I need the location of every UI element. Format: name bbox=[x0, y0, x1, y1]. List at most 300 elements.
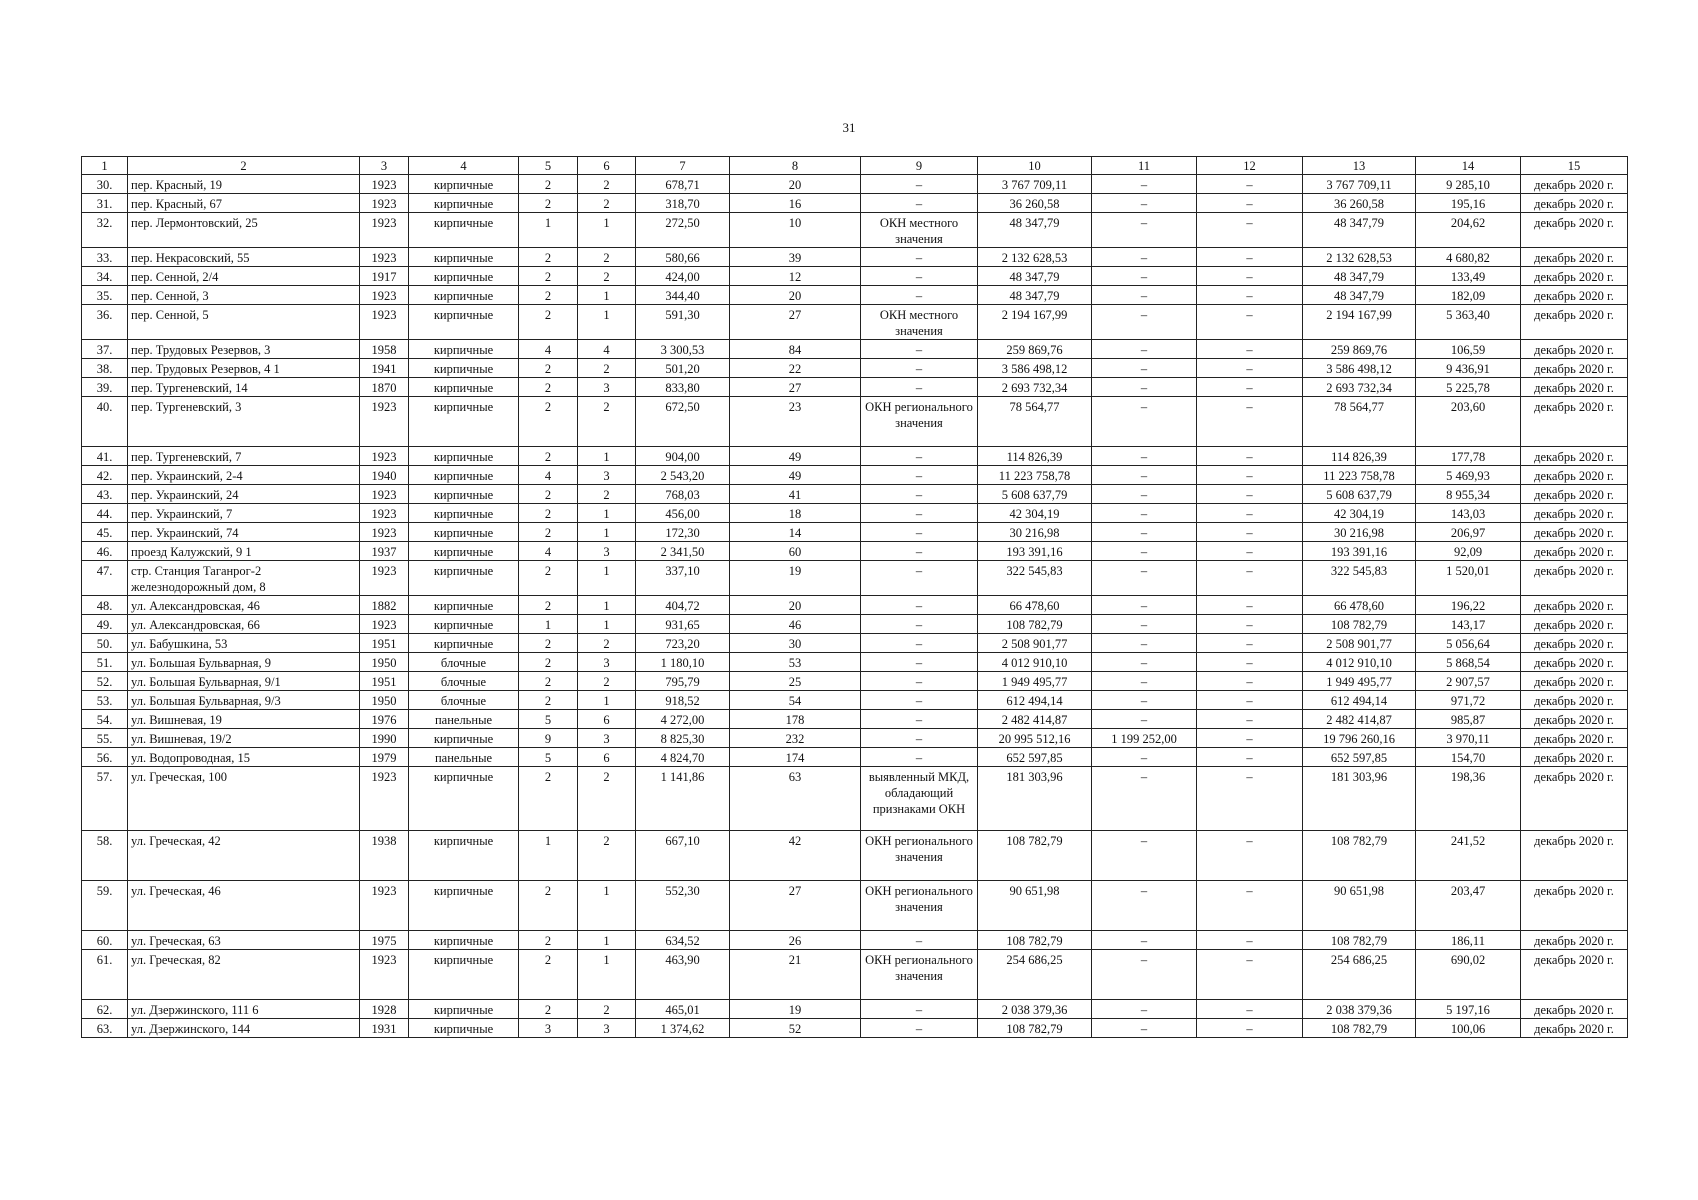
column-header-1: 1 bbox=[82, 157, 128, 175]
cell-col-4: кирпичные bbox=[409, 561, 519, 596]
cell-col-12: – bbox=[1197, 175, 1303, 194]
column-number-row bbox=[82, 157, 1628, 175]
cell-col-8: 42 bbox=[730, 831, 861, 881]
cell-col-3: 1951 bbox=[360, 634, 409, 653]
cell-col-13: 108 782,79 bbox=[1303, 831, 1416, 881]
cell-col-2: ул. Вишневая, 19/2 bbox=[128, 729, 360, 748]
cell-col-15: декабрь 2020 г. bbox=[1521, 485, 1628, 504]
cell-col-2: пер. Некрасовский, 55 bbox=[128, 248, 360, 267]
cell-col-14: 106,59 bbox=[1416, 340, 1521, 359]
cell-col-10: 20 995 512,16 bbox=[978, 729, 1092, 748]
cell-col-9: ОКН регионального значения bbox=[861, 881, 978, 931]
cell-col-10: 3 767 709,11 bbox=[978, 175, 1092, 194]
cell-col-11: – bbox=[1092, 213, 1197, 248]
cell-col-4: кирпичные bbox=[409, 286, 519, 305]
cell-col-13: 1 949 495,77 bbox=[1303, 672, 1416, 691]
cell-col-15: декабрь 2020 г. bbox=[1521, 561, 1628, 596]
cell-col-2: пер. Украинский, 24 bbox=[128, 485, 360, 504]
cell-col-2: пер. Тургеневский, 3 bbox=[128, 397, 360, 447]
cell-col-12: – bbox=[1197, 213, 1303, 248]
cell-col-13: 78 564,77 bbox=[1303, 397, 1416, 447]
table-row bbox=[82, 523, 1628, 542]
cell-col-11: – bbox=[1092, 653, 1197, 672]
cell-col-6: 1 bbox=[578, 213, 636, 248]
table-row bbox=[82, 950, 1628, 1000]
table-row bbox=[82, 634, 1628, 653]
cell-col-14: 203,60 bbox=[1416, 397, 1521, 447]
table-row bbox=[82, 729, 1628, 748]
cell-col-5: 5 bbox=[519, 710, 578, 729]
table-row bbox=[82, 596, 1628, 615]
cell-col-8: 84 bbox=[730, 340, 861, 359]
cell-col-2: ул. Большая Бульварная, 9/3 bbox=[128, 691, 360, 710]
cell-col-12: – bbox=[1197, 710, 1303, 729]
cell-col-2: ул. Большая Бульварная, 9 bbox=[128, 653, 360, 672]
cell-col-12: – bbox=[1197, 378, 1303, 397]
cell-col-3: 1923 bbox=[360, 286, 409, 305]
cell-col-5: 2 bbox=[519, 267, 578, 286]
cell-col-5: 1 bbox=[519, 831, 578, 881]
cell-col-3: 1917 bbox=[360, 267, 409, 286]
cell-col-15: декабрь 2020 г. bbox=[1521, 748, 1628, 767]
cell-col-11: – bbox=[1092, 561, 1197, 596]
cell-col-3: 1976 bbox=[360, 710, 409, 729]
table-row bbox=[82, 542, 1628, 561]
cell-col-12: – bbox=[1197, 397, 1303, 447]
cell-col-7: 667,10 bbox=[636, 831, 730, 881]
cell-col-15: декабрь 2020 г. bbox=[1521, 596, 1628, 615]
cell-col-4: кирпичные bbox=[409, 596, 519, 615]
cell-col-5: 2 bbox=[519, 378, 578, 397]
cell-col-14: 100,06 bbox=[1416, 1019, 1521, 1038]
cell-col-9: – bbox=[861, 672, 978, 691]
cell-col-3: 1923 bbox=[360, 305, 409, 340]
cell-col-10: 90 651,98 bbox=[978, 881, 1092, 931]
cell-col-7: 768,03 bbox=[636, 485, 730, 504]
cell-col-15: декабрь 2020 г. bbox=[1521, 397, 1628, 447]
cell-col-10: 11 223 758,78 bbox=[978, 466, 1092, 485]
cell-col-2: ул. Греческая, 63 bbox=[128, 931, 360, 950]
cell-col-12: – bbox=[1197, 931, 1303, 950]
cell-col-13: 2 194 167,99 bbox=[1303, 305, 1416, 340]
cell-col-12: – bbox=[1197, 267, 1303, 286]
cell-col-12: – bbox=[1197, 194, 1303, 213]
cell-col-8: 63 bbox=[730, 767, 861, 831]
table-row bbox=[82, 1019, 1628, 1038]
cell-col-11: – bbox=[1092, 748, 1197, 767]
cell-col-9: – bbox=[861, 447, 978, 466]
cell-col-4: кирпичные bbox=[409, 542, 519, 561]
table-row bbox=[82, 767, 1628, 831]
cell-col-8: 41 bbox=[730, 485, 861, 504]
cell-col-6: 2 bbox=[578, 634, 636, 653]
cell-col-5: 2 bbox=[519, 504, 578, 523]
cell-col-7: 8 825,30 bbox=[636, 729, 730, 748]
cell-col-3: 1923 bbox=[360, 175, 409, 194]
cell-col-11: – bbox=[1092, 596, 1197, 615]
cell-col-1: 46. bbox=[82, 542, 128, 561]
cell-col-8: 20 bbox=[730, 596, 861, 615]
cell-col-15: декабрь 2020 г. bbox=[1521, 931, 1628, 950]
cell-col-13: 48 347,79 bbox=[1303, 213, 1416, 248]
cell-col-6: 2 bbox=[578, 831, 636, 881]
cell-col-1: 43. bbox=[82, 485, 128, 504]
cell-col-12: – bbox=[1197, 729, 1303, 748]
column-header-14: 14 bbox=[1416, 157, 1521, 175]
cell-col-13: 114 826,39 bbox=[1303, 447, 1416, 466]
cell-col-9: – bbox=[861, 378, 978, 397]
cell-col-8: 20 bbox=[730, 175, 861, 194]
cell-col-10: 3 586 498,12 bbox=[978, 359, 1092, 378]
cell-col-15: декабрь 2020 г. bbox=[1521, 1019, 1628, 1038]
cell-col-9: – bbox=[861, 615, 978, 634]
cell-col-14: 196,22 bbox=[1416, 596, 1521, 615]
cell-col-13: 108 782,79 bbox=[1303, 931, 1416, 950]
cell-col-12: – bbox=[1197, 596, 1303, 615]
cell-col-6: 2 bbox=[578, 672, 636, 691]
cell-col-2: ул. Дзержинского, 144 bbox=[128, 1019, 360, 1038]
table-row bbox=[82, 340, 1628, 359]
cell-col-10: 66 478,60 bbox=[978, 596, 1092, 615]
cell-col-13: 3 586 498,12 bbox=[1303, 359, 1416, 378]
cell-col-3: 1950 bbox=[360, 653, 409, 672]
cell-col-2: пер. Лермонтовский, 25 bbox=[128, 213, 360, 248]
cell-col-10: 2 038 379,36 bbox=[978, 1000, 1092, 1019]
cell-col-12: – bbox=[1197, 950, 1303, 1000]
cell-col-7: 795,79 bbox=[636, 672, 730, 691]
cell-col-1: 52. bbox=[82, 672, 128, 691]
cell-col-4: кирпичные bbox=[409, 767, 519, 831]
cell-col-7: 672,50 bbox=[636, 397, 730, 447]
cell-col-11: – bbox=[1092, 950, 1197, 1000]
cell-col-9: выявленный МКД, обладающий признаками ОКН bbox=[861, 767, 978, 831]
cell-col-1: 35. bbox=[82, 286, 128, 305]
cell-col-5: 4 bbox=[519, 542, 578, 561]
cell-col-6: 3 bbox=[578, 466, 636, 485]
cell-col-15: декабрь 2020 г. bbox=[1521, 194, 1628, 213]
cell-col-8: 14 bbox=[730, 523, 861, 542]
cell-col-2: ул. Водопроводная, 15 bbox=[128, 748, 360, 767]
cell-col-8: 174 bbox=[730, 748, 861, 767]
cell-col-10: 114 826,39 bbox=[978, 447, 1092, 466]
cell-col-14: 9 285,10 bbox=[1416, 175, 1521, 194]
cell-col-1: 49. bbox=[82, 615, 128, 634]
housing-register-table bbox=[81, 156, 1628, 1038]
cell-col-10: 254 686,25 bbox=[978, 950, 1092, 1000]
cell-col-2: пер. Сенной, 3 bbox=[128, 286, 360, 305]
cell-col-6: 1 bbox=[578, 561, 636, 596]
cell-col-12: – bbox=[1197, 504, 1303, 523]
cell-col-10: 259 869,76 bbox=[978, 340, 1092, 359]
cell-col-12: – bbox=[1197, 561, 1303, 596]
cell-col-6: 2 bbox=[578, 397, 636, 447]
cell-col-14: 9 436,91 bbox=[1416, 359, 1521, 378]
cell-col-8: 27 bbox=[730, 305, 861, 340]
cell-col-7: 833,80 bbox=[636, 378, 730, 397]
column-header-4: 4 bbox=[409, 157, 519, 175]
cell-col-6: 1 bbox=[578, 523, 636, 542]
cell-col-4: кирпичные bbox=[409, 194, 519, 213]
cell-col-3: 1870 bbox=[360, 378, 409, 397]
cell-col-11: – bbox=[1092, 359, 1197, 378]
cell-col-10: 612 494,14 bbox=[978, 691, 1092, 710]
cell-col-5: 2 bbox=[519, 447, 578, 466]
cell-col-11: – bbox=[1092, 767, 1197, 831]
cell-col-3: 1950 bbox=[360, 691, 409, 710]
cell-col-10: 48 347,79 bbox=[978, 286, 1092, 305]
table-row bbox=[82, 248, 1628, 267]
cell-col-8: 21 bbox=[730, 950, 861, 1000]
cell-col-1: 53. bbox=[82, 691, 128, 710]
cell-col-6: 1 bbox=[578, 881, 636, 931]
cell-col-13: 42 304,19 bbox=[1303, 504, 1416, 523]
cell-col-7: 318,70 bbox=[636, 194, 730, 213]
cell-col-5: 5 bbox=[519, 748, 578, 767]
cell-col-6: 2 bbox=[578, 267, 636, 286]
cell-col-1: 56. bbox=[82, 748, 128, 767]
cell-col-11: – bbox=[1092, 523, 1197, 542]
cell-col-14: 92,09 bbox=[1416, 542, 1521, 561]
cell-col-4: кирпичные bbox=[409, 523, 519, 542]
cell-col-14: 133,49 bbox=[1416, 267, 1521, 286]
cell-col-1: 58. bbox=[82, 831, 128, 881]
table-row bbox=[82, 485, 1628, 504]
cell-col-11: – bbox=[1092, 194, 1197, 213]
cell-col-3: 1990 bbox=[360, 729, 409, 748]
cell-col-5: 2 bbox=[519, 523, 578, 542]
cell-col-5: 2 bbox=[519, 175, 578, 194]
cell-col-14: 3 970,11 bbox=[1416, 729, 1521, 748]
cell-col-3: 1923 bbox=[360, 523, 409, 542]
table-row bbox=[82, 175, 1628, 194]
cell-col-4: кирпичные bbox=[409, 267, 519, 286]
cell-col-4: кирпичные bbox=[409, 248, 519, 267]
cell-col-2: ул. Александровская, 66 bbox=[128, 615, 360, 634]
cell-col-14: 154,70 bbox=[1416, 748, 1521, 767]
cell-col-8: 30 bbox=[730, 634, 861, 653]
cell-col-11: – bbox=[1092, 615, 1197, 634]
cell-col-10: 2 508 901,77 bbox=[978, 634, 1092, 653]
cell-col-6: 1 bbox=[578, 286, 636, 305]
cell-col-5: 2 bbox=[519, 596, 578, 615]
cell-col-2: пер. Сенной, 5 bbox=[128, 305, 360, 340]
cell-col-10: 652 597,85 bbox=[978, 748, 1092, 767]
cell-col-1: 34. bbox=[82, 267, 128, 286]
cell-col-14: 204,62 bbox=[1416, 213, 1521, 248]
cell-col-7: 2 341,50 bbox=[636, 542, 730, 561]
cell-col-1: 50. bbox=[82, 634, 128, 653]
cell-col-11: – bbox=[1092, 305, 1197, 340]
cell-col-4: блочные bbox=[409, 672, 519, 691]
cell-col-5: 3 bbox=[519, 1019, 578, 1038]
cell-col-9: – bbox=[861, 931, 978, 950]
cell-col-12: – bbox=[1197, 1000, 1303, 1019]
cell-col-11: – bbox=[1092, 447, 1197, 466]
cell-col-1: 47. bbox=[82, 561, 128, 596]
cell-col-8: 232 bbox=[730, 729, 861, 748]
column-header-5: 5 bbox=[519, 157, 578, 175]
cell-col-15: декабрь 2020 г. bbox=[1521, 950, 1628, 1000]
cell-col-9: – bbox=[861, 596, 978, 615]
cell-col-1: 37. bbox=[82, 340, 128, 359]
cell-col-11: – bbox=[1092, 466, 1197, 485]
cell-col-6: 2 bbox=[578, 485, 636, 504]
cell-col-5: 2 bbox=[519, 561, 578, 596]
cell-col-15: декабрь 2020 г. bbox=[1521, 881, 1628, 931]
cell-col-15: декабрь 2020 г. bbox=[1521, 466, 1628, 485]
cell-col-7: 4 272,00 bbox=[636, 710, 730, 729]
cell-col-13: 2 038 379,36 bbox=[1303, 1000, 1416, 1019]
cell-col-15: декабрь 2020 г. bbox=[1521, 710, 1628, 729]
cell-col-8: 19 bbox=[730, 561, 861, 596]
cell-col-11: – bbox=[1092, 542, 1197, 561]
cell-col-7: 465,01 bbox=[636, 1000, 730, 1019]
cell-col-5: 2 bbox=[519, 359, 578, 378]
cell-col-4: кирпичные bbox=[409, 447, 519, 466]
cell-col-3: 1951 bbox=[360, 672, 409, 691]
cell-col-8: 25 bbox=[730, 672, 861, 691]
cell-col-12: – bbox=[1197, 305, 1303, 340]
cell-col-3: 1937 bbox=[360, 542, 409, 561]
cell-col-12: – bbox=[1197, 1019, 1303, 1038]
column-header-9: 9 bbox=[861, 157, 978, 175]
table-row bbox=[82, 1000, 1628, 1019]
cell-col-3: 1923 bbox=[360, 767, 409, 831]
cell-col-2: пер. Тургеневский, 7 bbox=[128, 447, 360, 466]
cell-col-15: декабрь 2020 г. bbox=[1521, 1000, 1628, 1019]
cell-col-6: 6 bbox=[578, 748, 636, 767]
cell-col-15: декабрь 2020 г. bbox=[1521, 729, 1628, 748]
cell-col-4: кирпичные bbox=[409, 397, 519, 447]
cell-col-7: 3 300,53 bbox=[636, 340, 730, 359]
cell-col-14: 4 680,82 bbox=[1416, 248, 1521, 267]
cell-col-10: 36 260,58 bbox=[978, 194, 1092, 213]
cell-col-12: – bbox=[1197, 523, 1303, 542]
cell-col-6: 1 bbox=[578, 305, 636, 340]
cell-col-7: 904,00 bbox=[636, 447, 730, 466]
cell-col-14: 241,52 bbox=[1416, 831, 1521, 881]
cell-col-5: 2 bbox=[519, 653, 578, 672]
cell-col-11: – bbox=[1092, 710, 1197, 729]
cell-col-6: 1 bbox=[578, 615, 636, 634]
cell-col-1: 36. bbox=[82, 305, 128, 340]
cell-col-14: 5 225,78 bbox=[1416, 378, 1521, 397]
cell-col-12: – bbox=[1197, 359, 1303, 378]
cell-col-10: 181 303,96 bbox=[978, 767, 1092, 831]
cell-col-8: 18 bbox=[730, 504, 861, 523]
cell-col-4: кирпичные bbox=[409, 340, 519, 359]
cell-col-11: 1 199 252,00 bbox=[1092, 729, 1197, 748]
cell-col-11: – bbox=[1092, 248, 1197, 267]
cell-col-9: – bbox=[861, 710, 978, 729]
table-row bbox=[82, 466, 1628, 485]
table-row bbox=[82, 213, 1628, 248]
cell-col-10: 48 347,79 bbox=[978, 267, 1092, 286]
cell-col-13: 254 686,25 bbox=[1303, 950, 1416, 1000]
cell-col-15: декабрь 2020 г. bbox=[1521, 767, 1628, 831]
table-row bbox=[82, 267, 1628, 286]
cell-col-15: декабрь 2020 г. bbox=[1521, 305, 1628, 340]
cell-col-13: 48 347,79 bbox=[1303, 286, 1416, 305]
cell-col-13: 19 796 260,16 bbox=[1303, 729, 1416, 748]
cell-col-13: 5 608 637,79 bbox=[1303, 485, 1416, 504]
cell-col-14: 195,16 bbox=[1416, 194, 1521, 213]
table-row bbox=[82, 447, 1628, 466]
cell-col-14: 5 868,54 bbox=[1416, 653, 1521, 672]
cell-col-7: 918,52 bbox=[636, 691, 730, 710]
cell-col-8: 20 bbox=[730, 286, 861, 305]
column-header-7: 7 bbox=[636, 157, 730, 175]
cell-col-8: 53 bbox=[730, 653, 861, 672]
cell-col-5: 2 bbox=[519, 305, 578, 340]
cell-col-1: 61. bbox=[82, 950, 128, 1000]
cell-col-2: пер. Украинский, 74 bbox=[128, 523, 360, 542]
cell-col-11: – bbox=[1092, 485, 1197, 504]
cell-col-7: 634,52 bbox=[636, 931, 730, 950]
cell-col-8: 46 bbox=[730, 615, 861, 634]
cell-col-6: 6 bbox=[578, 710, 636, 729]
cell-col-11: – bbox=[1092, 634, 1197, 653]
cell-col-1: 63. bbox=[82, 1019, 128, 1038]
cell-col-6: 2 bbox=[578, 194, 636, 213]
cell-col-9: – bbox=[861, 466, 978, 485]
cell-col-11: – bbox=[1092, 267, 1197, 286]
cell-col-4: кирпичные bbox=[409, 359, 519, 378]
cell-col-1: 57. bbox=[82, 767, 128, 831]
cell-col-13: 66 478,60 bbox=[1303, 596, 1416, 615]
cell-col-13: 11 223 758,78 bbox=[1303, 466, 1416, 485]
cell-col-5: 2 bbox=[519, 931, 578, 950]
cell-col-1: 40. bbox=[82, 397, 128, 447]
cell-col-2: пер. Красный, 19 bbox=[128, 175, 360, 194]
cell-col-6: 1 bbox=[578, 950, 636, 1000]
cell-col-10: 108 782,79 bbox=[978, 1019, 1092, 1038]
cell-col-14: 182,09 bbox=[1416, 286, 1521, 305]
cell-col-5: 4 bbox=[519, 466, 578, 485]
table-row bbox=[82, 194, 1628, 213]
cell-col-5: 1 bbox=[519, 213, 578, 248]
cell-col-15: декабрь 2020 г. bbox=[1521, 672, 1628, 691]
cell-col-7: 2 543,20 bbox=[636, 466, 730, 485]
cell-col-2: ул. Греческая, 82 bbox=[128, 950, 360, 1000]
cell-col-4: кирпичные bbox=[409, 931, 519, 950]
cell-col-14: 5 363,40 bbox=[1416, 305, 1521, 340]
table-row bbox=[82, 653, 1628, 672]
cell-col-14: 5 469,93 bbox=[1416, 466, 1521, 485]
cell-col-12: – bbox=[1197, 286, 1303, 305]
cell-col-14: 5 056,64 bbox=[1416, 634, 1521, 653]
cell-col-1: 38. bbox=[82, 359, 128, 378]
cell-col-5: 2 bbox=[519, 672, 578, 691]
cell-col-1: 42. bbox=[82, 466, 128, 485]
cell-col-2: проезд Калужский, 9 1 bbox=[128, 542, 360, 561]
cell-col-3: 1923 bbox=[360, 447, 409, 466]
cell-col-10: 2 482 414,87 bbox=[978, 710, 1092, 729]
cell-col-3: 1923 bbox=[360, 615, 409, 634]
cell-col-4: кирпичные bbox=[409, 504, 519, 523]
cell-col-2: пер. Сенной, 2/4 bbox=[128, 267, 360, 286]
cell-col-13: 322 545,83 bbox=[1303, 561, 1416, 596]
cell-col-6: 1 bbox=[578, 596, 636, 615]
cell-col-11: – bbox=[1092, 691, 1197, 710]
cell-col-5: 2 bbox=[519, 248, 578, 267]
cell-col-9: – bbox=[861, 634, 978, 653]
cell-col-9: – bbox=[861, 340, 978, 359]
cell-col-10: 2 132 628,53 bbox=[978, 248, 1092, 267]
cell-col-13: 259 869,76 bbox=[1303, 340, 1416, 359]
cell-col-5: 4 bbox=[519, 340, 578, 359]
cell-col-4: кирпичные bbox=[409, 615, 519, 634]
